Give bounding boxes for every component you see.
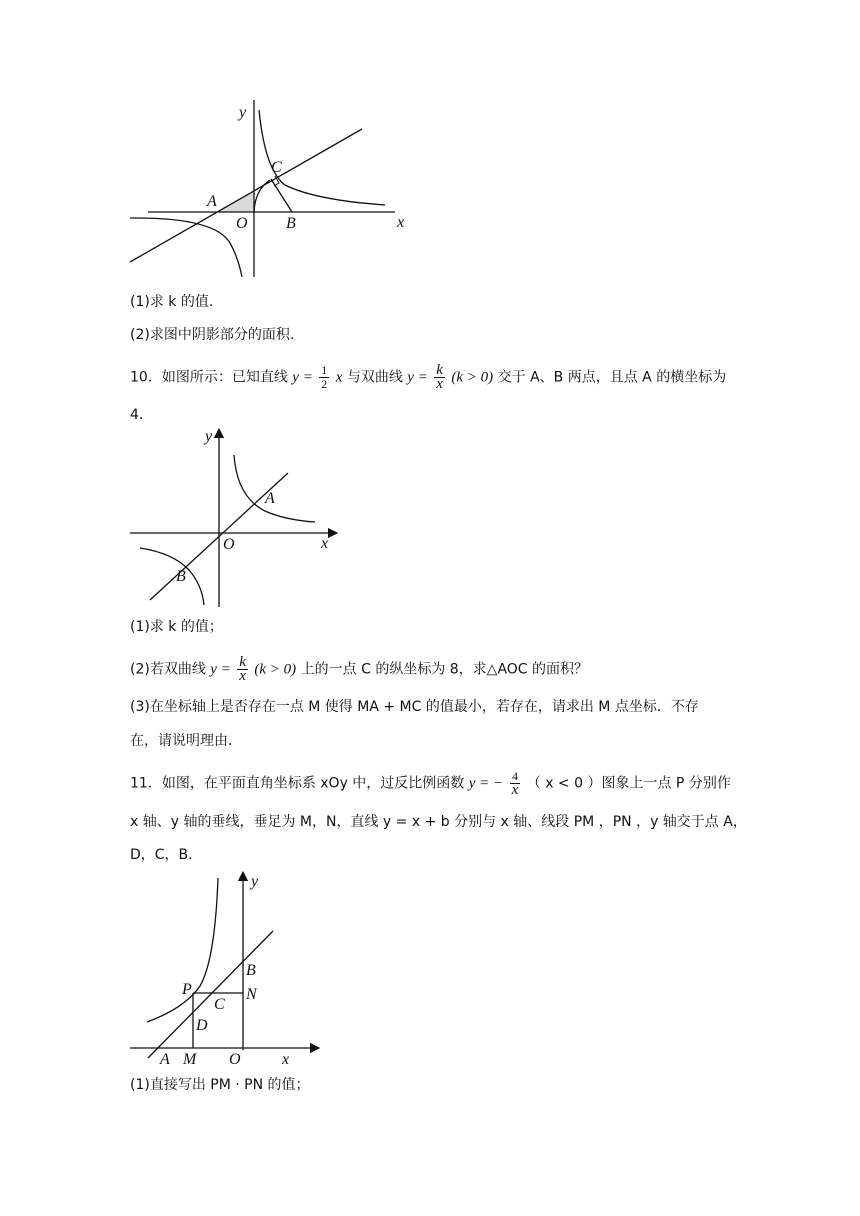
segment-CB <box>271 179 292 212</box>
q10-intro-c: 交于 A、B 两点，且点 A 的横坐标为 <box>497 369 727 386</box>
label-x: x <box>321 535 329 552</box>
q10-line-eq-lhs: y = <box>292 369 313 386</box>
q11-line2: x 轴、y 轴的垂线，垂足为 M，N，直线 y = x + b 分别与 x 轴、线段 PM ，PN ，y 轴交于点 A， <box>130 814 747 830</box>
q10-hyp-lhs: y = <box>407 369 428 386</box>
q10-sub2 <box>130 656 588 683</box>
label-y: y <box>251 873 259 890</box>
figure-q11 <box>125 868 325 1068</box>
q10-line-fraction: $\frac{1}{2}$ <box>321 363 328 391</box>
label-D: D <box>196 1017 208 1034</box>
label-M: M <box>183 1051 197 1068</box>
q10-sub1: (1)求 k 的值； <box>130 619 223 635</box>
q11-fn-fraction: $\frac{4}{x}$ <box>511 769 519 798</box>
q9-sub2: (2)求图中阴影部分的面积. <box>130 327 295 343</box>
q10-hyp-cond: (k > 0) <box>451 369 494 386</box>
q11-intro-a: 11．如图，在平面直角坐标系 xOy 中，过反比例函数 <box>130 775 465 792</box>
q10-intro <box>130 364 726 391</box>
q10-intro-a: 10．如图所示：已知直线 <box>130 369 288 386</box>
q10-sub2-cond: (k > 0) <box>254 661 297 678</box>
label-O: O <box>236 215 248 232</box>
q10-intro-b: 与双曲线 <box>346 369 403 386</box>
q9-sub1: (1)求 k 的值. <box>130 294 214 310</box>
label-C: C <box>271 159 282 176</box>
label-O: O <box>223 536 235 553</box>
label-y: y <box>239 104 247 121</box>
q10-sub2-lhs: y = <box>210 661 231 678</box>
q11-sub1: (1)直接写出 PM · PN 的值； <box>130 1077 310 1093</box>
q10-sub2-b: 上的一点 C 的纵坐标为 8，求△AOC 的面积？ <box>300 661 589 678</box>
line-AC <box>130 129 362 262</box>
q10-sub3: (3)在坐标轴上是否存在一点 M 使得 MA + MC 的值最小，若存在，请求出 M 点坐标．不存 <box>130 699 699 715</box>
label-O: O <box>229 1051 241 1068</box>
q11-line3: D，C，B． <box>130 847 203 863</box>
label-N: N <box>246 986 257 1003</box>
figure-q10 <box>125 425 340 610</box>
q10-sub3-cont: 在，请说明理由． <box>130 733 242 749</box>
label-y: y <box>205 428 213 445</box>
label-A: A <box>160 1051 170 1068</box>
label-x: x <box>397 214 405 231</box>
figure-q9 <box>125 95 415 285</box>
label-B: B <box>286 215 296 232</box>
q11-fn-lhs: y = − <box>468 775 504 792</box>
q11-intro-b: （ x < 0 ）图象上一点 P 分别作 <box>526 775 731 792</box>
q10-sub2-fraction: $\frac{k}{x}$ <box>239 654 246 684</box>
label-B: B <box>176 568 186 585</box>
label-B: B <box>246 962 256 979</box>
hyperbola-branch-2 <box>147 878 218 1022</box>
q10-sub2-a: (2)若双曲线 <box>130 661 206 678</box>
label-x: x <box>282 1051 290 1068</box>
q10-line-eq-x: x <box>335 369 343 386</box>
q11-intro <box>130 770 731 797</box>
hyperbola-branch-3 <box>130 218 242 277</box>
label-P: P <box>182 981 192 998</box>
label-C: C <box>214 996 225 1013</box>
arc-OC <box>254 180 270 212</box>
hyperbola-branch-3 <box>140 548 204 605</box>
q10-intro-cont: 4． <box>130 407 153 423</box>
label-A: A <box>207 193 217 210</box>
label-A: A <box>265 490 275 507</box>
q10-hyp-fraction: $\frac{k}{x}$ <box>436 362 443 392</box>
